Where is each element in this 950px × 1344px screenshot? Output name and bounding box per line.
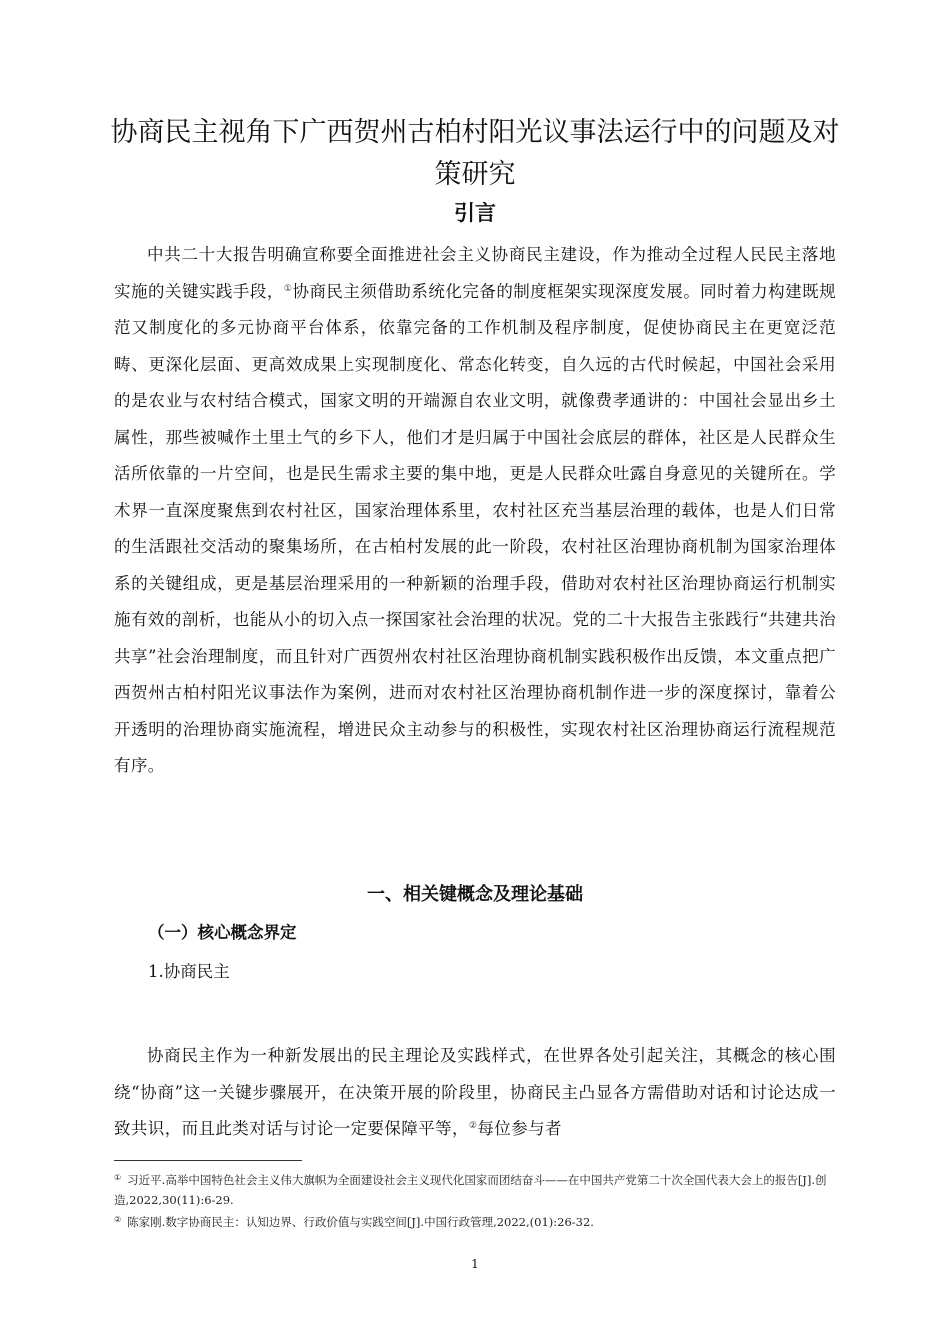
paper-title: 协商民主视角下广西贺州古柏村阳光议事法运行中的问题及对策研究 bbox=[110, 117, 840, 190]
item-heading-1: 1.协商民主 bbox=[148, 962, 230, 981]
body-text-part2: 每位参与者 bbox=[477, 1119, 562, 1138]
section-heading-1: 一、相关键概念及理论基础 bbox=[367, 884, 583, 905]
footnote-1-marker: ① bbox=[114, 1173, 122, 1182]
intro-text-part1: 中共二十大报告明确宣称要全面推进社会主义协商民主建设，作为推动全过程人民民主落地实施的关键实践手段， bbox=[114, 245, 836, 301]
page-number: 1 bbox=[471, 1257, 479, 1271]
body-text-part1: 协商民主作为一种新发展出的民主理论及实践样式，在世界各处引起关注，其概念的核心围绕“协商”这一关键步骤展开，在决策开展的阶段里，协商民主凸显各方需借助对话和讨论达成一致共识，而且此类对话与讨论一定要保障平等， bbox=[114, 1046, 836, 1138]
section-heading-introduction: 引言 bbox=[454, 201, 496, 225]
footnote-2-marker: ② bbox=[114, 1215, 122, 1224]
footnote-ref-2[interactable]: ② bbox=[468, 1121, 478, 1131]
body-paragraph-deliberative-democracy bbox=[114, 1038, 836, 1148]
intro-text-part2: 协商民主须借助系统化完备的制度框架实现深度发展。同时着力构建既规范又制度化的多元协商平台体系，依靠完备的工作机制及程序制度，促使协商民主在更宽泛范畴、更深化层面、更高效成果上实现制度化、常态化转变，自久远的古代时候起，中国社会采用的是农业与农村结合模式，国家文明的开端源自农业文明，就像费孝通讲的：中国社会显出乡土属性，那些被喊作土里土气的乡下人，他们才是归属于中国社会底层的群体，社区是人民群众生活所依靠的一片空间，也是民生需求主要的集中地，更是人民群众吐露自身意见的关键所在。学术界一直深度聚焦到农村社区，国家治理体系里，农村社区充当基层治理的载体，也是人们日常的生活跟社交活动的聚集场所，在古柏村发展的此一阶段，农村社区治理协商机制为国家治理体系的关键组成，更是基层治理采用的一种新颖的治理手段，借助对农村社区治理协商运行机制实施有效的剖析，也能从小的切入点一探国家社会治理的状况。党的二十大报告主张践行“共建共治共享”社会治理制度，而且针对广西贺州农村社区治理协商机制实践积极作出反馈，本文重点把广西贺州古柏村阳光议事法作为案例，进而对农村社区治理协商机制作进一步的深度探讨，靠着公开透明的治理协商实施流程，增进民众主动参与的积极性，实现农村社区治理协商运行流程规范有序。 bbox=[114, 281, 836, 775]
footnote-2 bbox=[114, 1210, 834, 1232]
footnote-divider bbox=[114, 1160, 302, 1161]
footnote-2-text: 陈家刚.数字协商民主：认知边界、行政价值与实践空间[J].中国行政管理,2022,(01):26-32. bbox=[127, 1215, 594, 1229]
footnote-1-text: 习近平.高举中国特色社会主义伟大旗帜为全面建设社会主义现代化国家而团结奋斗——在中国共产党第二十次全国代表大会上的报告[J].创造,2022,30(11):6-29. bbox=[114, 1173, 827, 1207]
subsection-heading-1: （一）核心概念界定 bbox=[148, 923, 297, 942]
footnote-1 bbox=[114, 1168, 834, 1210]
footnote-ref-1[interactable]: ① bbox=[283, 283, 293, 294]
intro-paragraph bbox=[114, 237, 836, 785]
